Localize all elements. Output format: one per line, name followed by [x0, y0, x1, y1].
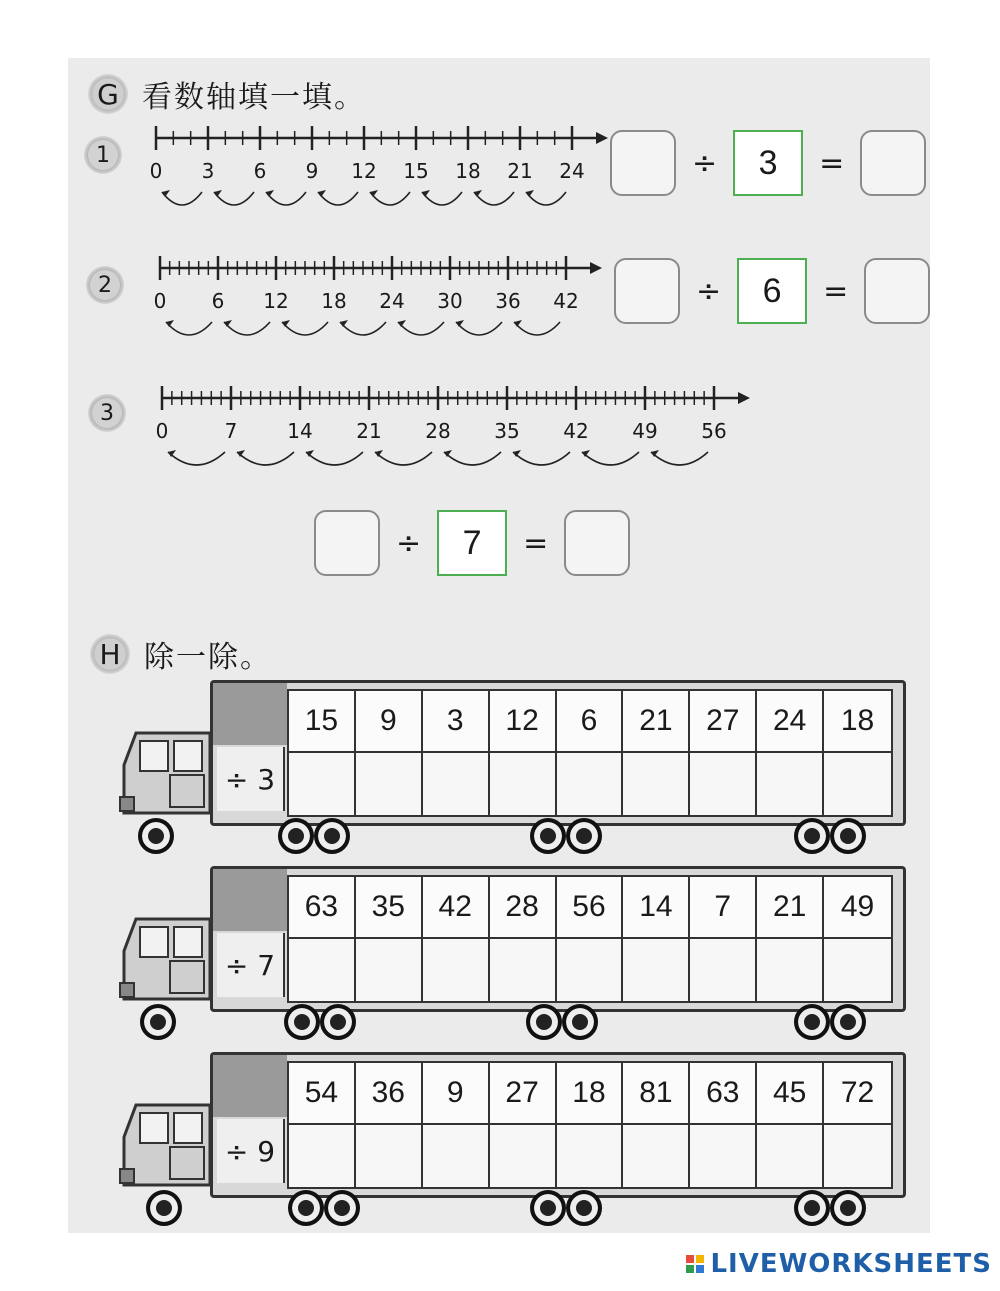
answer-cell[interactable] — [623, 753, 690, 815]
tick-label: 49 — [632, 419, 658, 443]
division-grid — [287, 875, 893, 1003]
arrow-icon — [738, 392, 750, 404]
answer-cell[interactable] — [824, 939, 891, 1001]
dividend-cell: 27 — [690, 691, 757, 753]
wheel-icon — [324, 1190, 360, 1226]
equation-3 — [314, 510, 630, 576]
hop-arc — [214, 192, 254, 205]
answer-cell[interactable] — [690, 939, 757, 1001]
tick-label: 0 — [149, 159, 163, 183]
tick-label: 18 — [321, 289, 347, 313]
wheel-icon — [830, 1190, 866, 1226]
arrow-icon — [596, 132, 608, 144]
arrow-icon — [590, 262, 602, 274]
tick-label: 3 — [201, 159, 215, 183]
question-1-number: 1 — [84, 136, 122, 174]
wheel-icon — [284, 1004, 320, 1040]
tick-label: 24 — [379, 289, 405, 313]
answer-cell[interactable] — [557, 939, 624, 1001]
answer-cell[interactable] — [356, 753, 423, 815]
tick-label: 12 — [263, 289, 289, 313]
hop-arc — [651, 452, 708, 465]
answer-cell[interactable] — [490, 1125, 557, 1187]
wheel-icon — [526, 1004, 562, 1040]
dividend-input-3[interactable] — [314, 510, 380, 576]
number-line-2 — [154, 250, 614, 360]
tick-label: 36 — [495, 289, 521, 313]
wheel-icon — [794, 818, 830, 854]
dividend-cell: 21 — [623, 691, 690, 753]
dividend-input-1[interactable] — [610, 130, 676, 196]
answer-cell[interactable] — [824, 753, 891, 815]
dividend-cell: 3 — [423, 691, 490, 753]
hop-arc — [168, 452, 225, 465]
wheel-icon — [566, 1190, 602, 1226]
dividend-cell: 63 — [690, 1063, 757, 1125]
truck-cab-icon — [118, 911, 218, 1011]
answer-cell[interactable] — [557, 753, 624, 815]
hop-arc — [444, 452, 501, 465]
divide-sign: ÷ — [396, 525, 422, 561]
answer-cell[interactable] — [490, 939, 557, 1001]
wheel-icon — [288, 1190, 324, 1226]
tick-label: 6 — [211, 289, 225, 313]
tick-label: 30 — [437, 289, 463, 313]
division-grid — [287, 1061, 893, 1189]
divide-label: ÷ 9 — [217, 1119, 285, 1183]
answer-cell[interactable] — [423, 753, 490, 815]
answer-cell[interactable] — [356, 939, 423, 1001]
answer-cell[interactable] — [490, 753, 557, 815]
answer-cell[interactable] — [557, 1125, 624, 1187]
number-line-1 — [150, 120, 610, 230]
wheel-icon — [140, 1004, 176, 1040]
hop-arc — [162, 192, 202, 205]
wheel-icon — [530, 818, 566, 854]
trailer-panel — [213, 683, 287, 745]
hop-arc — [456, 322, 502, 335]
truck-trailer — [210, 1052, 906, 1198]
dividend-cell: 12 — [490, 691, 557, 753]
dividend-cell: 56 — [557, 877, 624, 939]
answer-cell[interactable] — [757, 753, 824, 815]
tick-label: 56 — [701, 419, 727, 443]
tick-label: 6 — [253, 159, 267, 183]
dividend-cell: 72 — [824, 1063, 891, 1125]
question-2-number: 2 — [86, 266, 124, 304]
section-h-badge: H — [90, 634, 130, 674]
dividend-input-2[interactable] — [614, 258, 680, 324]
truck-trailer — [210, 866, 906, 1012]
equation-2 — [614, 258, 930, 324]
trailer-panel — [213, 1055, 287, 1117]
dividend-cell: 27 — [490, 1063, 557, 1125]
divisor-box-1: 3 — [733, 130, 803, 196]
answer-cell[interactable] — [423, 1125, 490, 1187]
brand-name: LIVEWORKSHEETS — [710, 1249, 992, 1279]
dividend-cell: 18 — [824, 691, 891, 753]
hop-arc — [318, 192, 358, 205]
dividend-cell: 9 — [423, 1063, 490, 1125]
dividend-cell: 81 — [623, 1063, 690, 1125]
answer-cell[interactable] — [356, 1125, 423, 1187]
tick-label: 0 — [153, 289, 167, 313]
section-g-header — [88, 72, 366, 116]
answer-cell[interactable] — [824, 1125, 891, 1187]
truck-divide-9 — [118, 1052, 908, 1222]
wheel-icon — [566, 818, 602, 854]
wheel-icon — [146, 1190, 182, 1226]
divide-sign: ÷ — [696, 273, 722, 309]
truck-cab-icon — [118, 1097, 218, 1197]
section-g-badge: G — [88, 74, 128, 114]
hop-arc — [370, 192, 410, 205]
quotient-input-3[interactable] — [564, 510, 630, 576]
hop-arc — [398, 322, 444, 335]
section-g-title: 看数轴填一填。 — [142, 80, 366, 115]
equals-sign: = — [823, 273, 849, 309]
dividend-cell: 35 — [356, 877, 423, 939]
quotient-input-2[interactable] — [864, 258, 930, 324]
truck-cab-icon — [118, 725, 218, 825]
truck-trailer — [210, 680, 906, 826]
wheel-icon — [794, 1190, 830, 1226]
dividend-cell: 21 — [757, 877, 824, 939]
tick-label: 0 — [155, 419, 169, 443]
hop-arc — [166, 322, 212, 335]
hop-arc — [237, 452, 294, 465]
hop-arc — [375, 452, 432, 465]
equation-1 — [610, 130, 926, 196]
dividend-cell: 42 — [423, 877, 490, 939]
tick-label: 14 — [287, 419, 313, 443]
answer-cell[interactable] — [289, 939, 356, 1001]
hop-arc — [306, 452, 363, 465]
wheel-icon — [320, 1004, 356, 1040]
tick-label: 42 — [553, 289, 579, 313]
answer-cell[interactable] — [757, 939, 824, 1001]
quotient-input-1[interactable] — [860, 130, 926, 196]
tick-label: 35 — [494, 419, 520, 443]
hop-arc — [224, 322, 270, 335]
dividend-cell: 28 — [490, 877, 557, 939]
dividend-cell: 49 — [824, 877, 891, 939]
wheel-icon — [794, 1004, 830, 1040]
tick-label: 15 — [403, 159, 429, 183]
dividend-cell: 15 — [289, 691, 356, 753]
section-h-header — [90, 632, 272, 676]
tick-label: 18 — [455, 159, 481, 183]
answer-cell[interactable] — [757, 1125, 824, 1187]
dividend-cell: 63 — [289, 877, 356, 939]
tick-label: 7 — [224, 419, 238, 443]
hop-arc — [282, 322, 328, 335]
tick-label: 21 — [507, 159, 533, 183]
liveworksheets-logo-icon — [686, 1255, 704, 1273]
tick-label: 12 — [351, 159, 377, 183]
answer-cell[interactable] — [289, 753, 356, 815]
number-line-3 — [156, 380, 756, 490]
truck-divide-7 — [118, 866, 908, 1036]
liveworksheets-brand — [686, 1249, 992, 1279]
answer-cell[interactable] — [690, 753, 757, 815]
tick-label: 21 — [356, 419, 382, 443]
wheel-icon — [830, 818, 866, 854]
divide-label: ÷ 3 — [217, 747, 285, 811]
hop-arc — [474, 192, 514, 205]
wheel-icon — [278, 818, 314, 854]
trailer-panel — [213, 869, 287, 931]
hop-arc — [266, 192, 306, 205]
divisor-box-2: 6 — [737, 258, 807, 324]
hop-arc — [526, 192, 566, 205]
dividend-cell: 9 — [356, 691, 423, 753]
dividend-cell: 24 — [757, 691, 824, 753]
answer-cell[interactable] — [623, 1125, 690, 1187]
hop-arc — [340, 322, 386, 335]
dividend-cell: 54 — [289, 1063, 356, 1125]
wheel-icon — [314, 818, 350, 854]
divisor-box-3: 7 — [437, 510, 507, 576]
divide-sign: ÷ — [692, 145, 718, 181]
equals-sign: = — [523, 525, 549, 561]
answer-cell[interactable] — [289, 1125, 356, 1187]
wheel-icon — [562, 1004, 598, 1040]
answer-cell[interactable] — [623, 939, 690, 1001]
hop-arc — [513, 452, 570, 465]
hop-arc — [514, 322, 560, 335]
dividend-cell: 6 — [557, 691, 624, 753]
equals-sign: = — [819, 145, 845, 181]
tick-label: 24 — [559, 159, 585, 183]
tick-label: 42 — [563, 419, 589, 443]
question-3-number: 3 — [88, 394, 126, 432]
tick-label: 28 — [425, 419, 451, 443]
wheel-icon — [530, 1190, 566, 1226]
wheel-icon — [830, 1004, 866, 1040]
dividend-cell: 36 — [356, 1063, 423, 1125]
dividend-cell: 14 — [623, 877, 690, 939]
answer-cell[interactable] — [423, 939, 490, 1001]
dividend-cell: 18 — [557, 1063, 624, 1125]
divide-label: ÷ 7 — [217, 933, 285, 997]
hop-arc — [582, 452, 639, 465]
wheel-icon — [138, 818, 174, 854]
dividend-cell: 45 — [757, 1063, 824, 1125]
dividend-cell: 7 — [690, 877, 757, 939]
division-grid — [287, 689, 893, 817]
answer-cell[interactable] — [690, 1125, 757, 1187]
section-h-title: 除一除。 — [144, 640, 272, 675]
truck-divide-3 — [118, 680, 908, 850]
tick-label: 9 — [305, 159, 319, 183]
hop-arc — [422, 192, 462, 205]
